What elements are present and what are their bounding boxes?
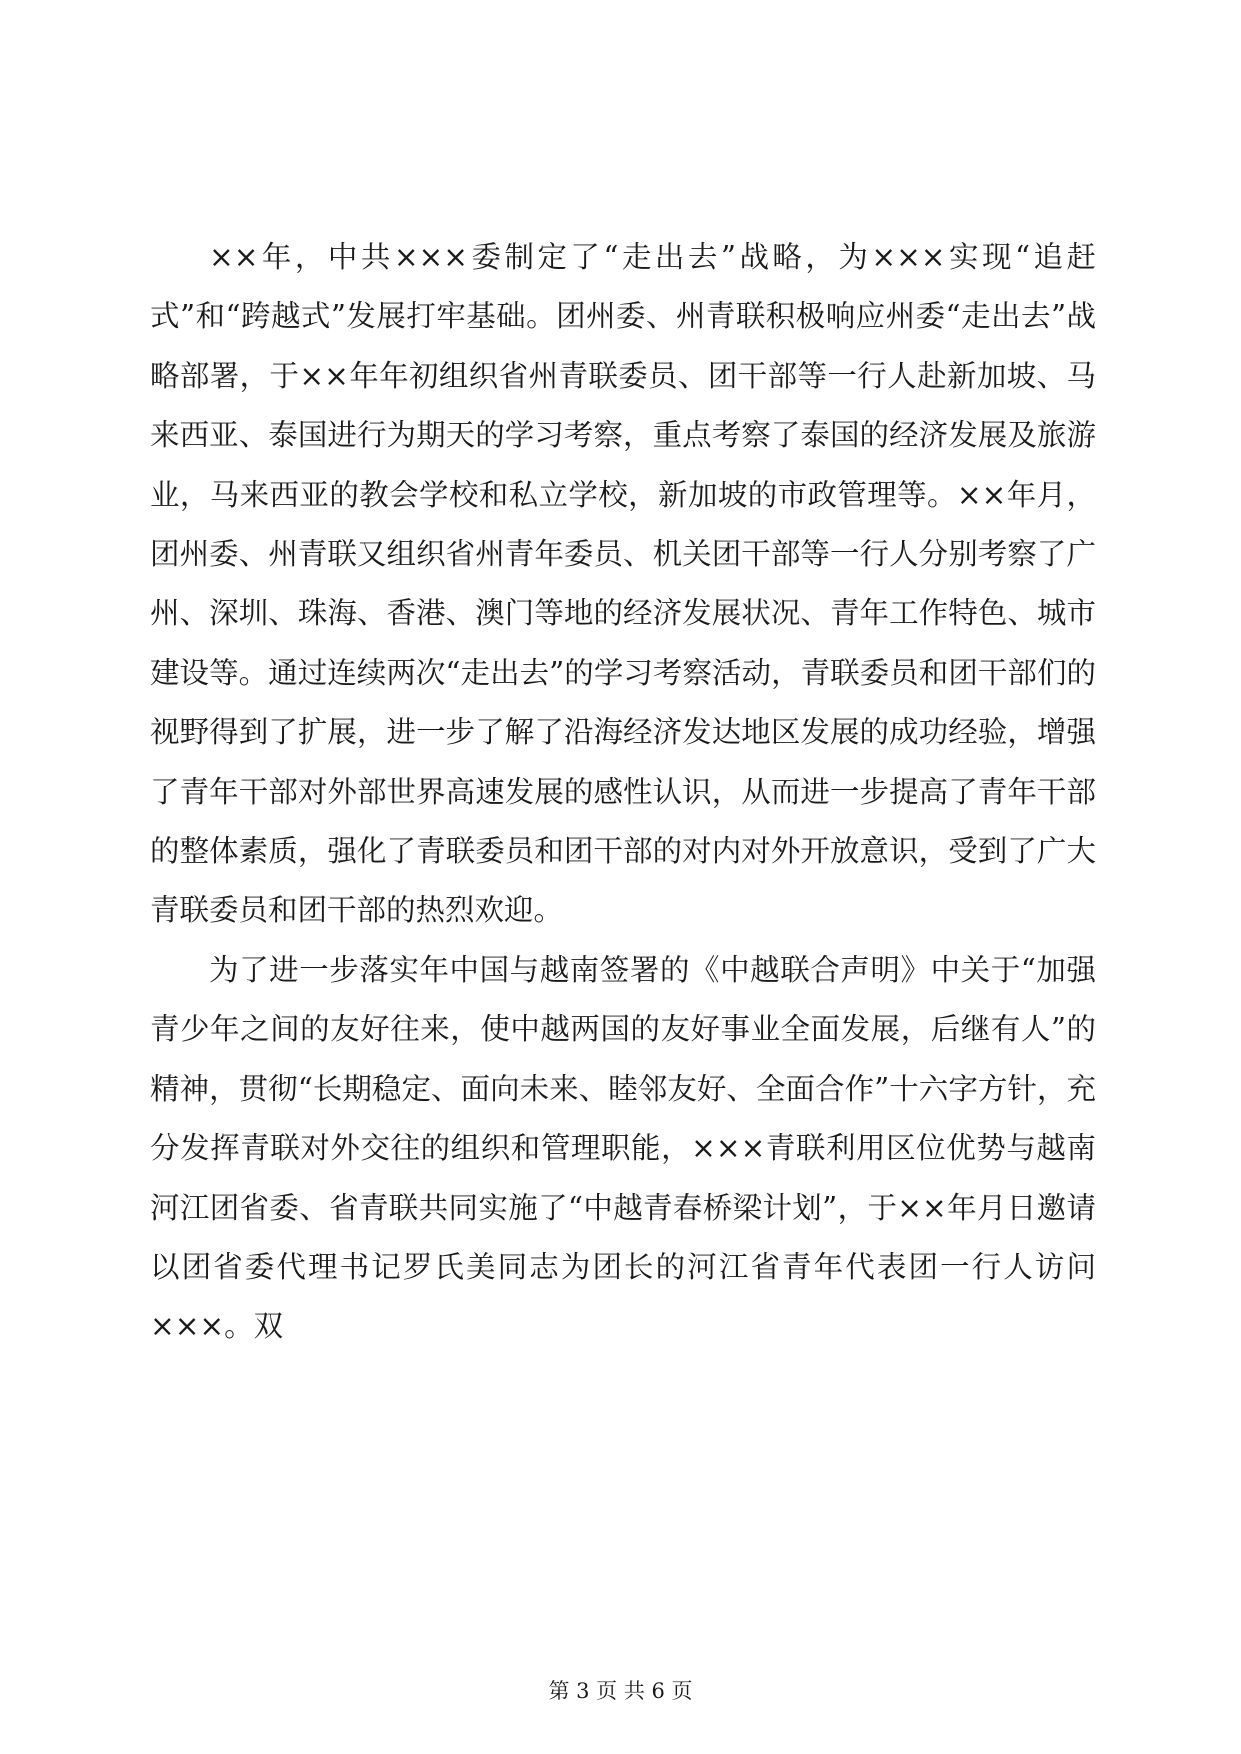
paragraph-2: 为了进一步落实年中国与越南签署的《中越联合声明》中关于“加强青少年之间的友好往来，使中越两国的友好事业全面发展，后继有人”的精神，贯彻“长期稳定、面向未来、睦邻友好、全面合作”十六字方针，充分发挥青联对外交往的组织和管理职能，×××青联利用区位优势与越南河江团省委、省青联共同实施了“中越青春桥梁计划”，于××年月日邀请以团省委代理书记罗氏美同志为团长的河江省青年代表团一行人访问×××。双 [150,952,1096,1344]
page-footer: 第 3 页 共 6 页 [548,1679,693,1703]
paragraph-1: ××年，中共×××委制定了“走出去”战略，为×××实现“追赶式”和“跨越式”发展打牢基础。团州委、州青联积极响应州委“走出去”战略部署，于××年年初组织省州青联委员、团干部等一行人赴新加坡、马来西亚、泰国进行为期天的学习考察，重点考察了泰国的经济发展及旅游业，马来西亚的教会学校和私立学校，新加坡的市政管理等。××年月，团州委、州青联又组织省州青年委员、机关团干部等一行人分别考察了广州、深圳、珠海、香港、澳门等地的经济发展状况、青年工作特色、城市建设等。通过连续两次“走出去”的学习考察活动，青联委员和团干部们的视野得到了扩展，进一步了解了沿海经济发达地区发展的成功经验，增强了青年干部对外部世界高速发展的感性认识，从而进一步提高了青年干部的整体素质，强化了青联委员和团干部的对内对外开放意识，受到了广大青联委员和团干部的热烈欢迎。 [150,240,1096,928]
document-body [150,228,1096,1357]
